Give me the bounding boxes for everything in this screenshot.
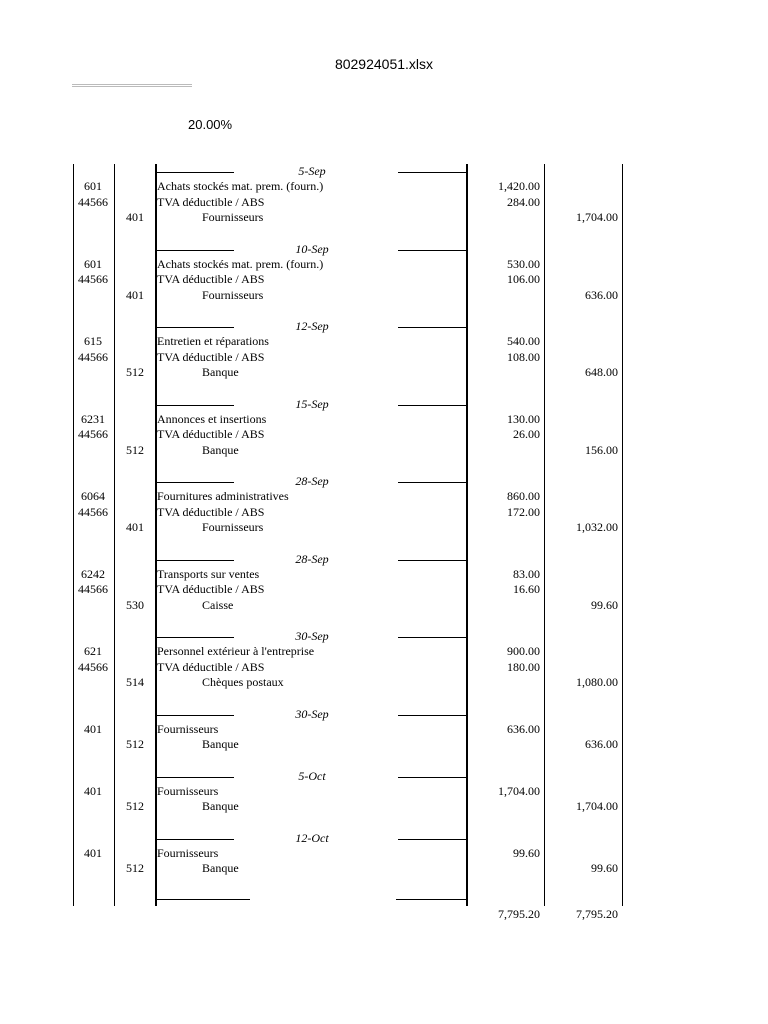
debit-amount: 26.00: [513, 427, 540, 441]
journal-entry: [0, 164, 768, 242]
debit-account-number: 601: [84, 256, 102, 271]
credit-amount: 156.00: [585, 442, 618, 457]
debit-account-number: 401: [84, 845, 102, 860]
debit-amount: 860.00: [507, 489, 540, 503]
entry-date: 12-Sep: [295, 319, 329, 333]
journal-line: [0, 365, 768, 381]
total-debit: 7,795.20: [498, 907, 540, 921]
document-title: 802924051.xlsx: [334, 56, 434, 72]
credit-amount: 1,080.00: [576, 675, 618, 689]
journal-line: [0, 272, 768, 288]
journal-line: [0, 350, 768, 366]
debit-account-number: 601: [84, 179, 102, 193]
journal-entry: [0, 831, 768, 893]
account-label: Banque: [202, 799, 239, 813]
journal-entry: [0, 319, 768, 397]
credit-account-number: 512: [126, 365, 144, 379]
account-label: Banque: [202, 861, 239, 875]
debit-amount: 900.00: [507, 644, 540, 658]
debit-amount: 636.00: [507, 721, 540, 736]
entry-date: 28-Sep: [295, 551, 329, 566]
debit-account-number: 401: [84, 721, 102, 736]
journal-line: [0, 195, 768, 211]
debit-amount: 540.00: [507, 334, 540, 348]
debit-amount: 284.00: [507, 194, 540, 209]
debit-amount: 172.00: [507, 504, 540, 519]
debit-amount: 108.00: [507, 349, 540, 364]
journal-line: [0, 660, 768, 676]
journal-line: [0, 722, 768, 738]
entry-date-header: [156, 629, 468, 644]
debit-amount: 530.00: [507, 256, 540, 271]
journal-line: [0, 427, 768, 443]
credit-amount: 636.00: [585, 287, 618, 302]
debit-amount: 99.60: [513, 845, 540, 860]
credit-account-number: 512: [126, 799, 144, 813]
journal-entry: [0, 769, 768, 831]
debit-account-number: 6242: [81, 566, 105, 581]
journal-entry: [0, 629, 768, 707]
journal-line: [0, 520, 768, 536]
credit-account-number: 401: [126, 287, 144, 302]
journal-line: [0, 505, 768, 521]
debit-amount: 16.60: [513, 582, 540, 596]
debit-account-number: 44566: [78, 504, 108, 519]
account-label: TVA déductible / ABS: [157, 427, 265, 441]
debit-amount: 106.00: [507, 272, 540, 286]
vat-rate: 20.00%: [188, 117, 233, 132]
journal-entries: [0, 164, 768, 893]
account-label: Personnel extérieur à l'entreprise: [157, 644, 315, 658]
account-label: Achats stockés mat. prem. (fourn.): [157, 179, 324, 193]
credit-account-number: 512: [126, 737, 144, 751]
entry-date: 12-Oct: [295, 830, 329, 845]
credit-amount: 1,032.00: [576, 520, 618, 534]
journal-line: [0, 443, 768, 459]
account-label: TVA déductible / ABS: [157, 194, 265, 209]
account-label: Fournisseurs: [157, 783, 219, 798]
credit-account-number: 514: [126, 675, 144, 689]
account-label: Fournisseurs: [157, 845, 219, 860]
debit-account-number: 44566: [78, 582, 108, 596]
journal-line: [0, 567, 768, 583]
debit-account-number: 615: [84, 334, 102, 348]
account-label: Entretien et réparations: [157, 334, 269, 348]
debit-amount: 1,420.00: [498, 179, 540, 193]
entry-date: 30-Sep: [295, 706, 329, 721]
journal-line: [0, 288, 768, 304]
journal-line: [0, 334, 768, 350]
entry-date-header: [156, 164, 468, 179]
entry-date-header: [156, 707, 468, 722]
debit-account-number: 44566: [78, 427, 108, 441]
account-label: Fournisseurs: [202, 210, 264, 224]
account-label: Fournitures administratives: [157, 489, 289, 503]
journal-line: [0, 210, 768, 226]
credit-account-number: 512: [126, 442, 144, 457]
account-label: Banque: [202, 442, 239, 457]
journal-line: [0, 861, 768, 877]
credit-account-number: 512: [126, 861, 144, 875]
account-label: Banque: [202, 737, 239, 751]
closing-rule: [157, 899, 250, 900]
debit-account-number: 401: [84, 783, 102, 798]
debit-account-number: 6231: [81, 411, 105, 426]
journal-line: [0, 846, 768, 862]
credit-account-number: 530: [126, 597, 144, 612]
journal-entry: [0, 707, 768, 769]
credit-account-number: 401: [126, 210, 144, 224]
journal-line: [0, 737, 768, 753]
journal-line: [0, 644, 768, 660]
credit-amount: 99.60: [591, 597, 618, 612]
credit-amount: 1,704.00: [576, 210, 618, 224]
entry-date-header: [156, 242, 468, 257]
journal-line: [0, 598, 768, 614]
account-label: TVA déductible / ABS: [157, 272, 265, 286]
journal-line: [0, 582, 768, 598]
account-label: TVA déductible / ABS: [157, 659, 265, 674]
account-label: TVA déductible / ABS: [157, 504, 265, 519]
entry-date: 5-Sep: [298, 164, 326, 178]
credit-amount: 636.00: [585, 737, 618, 751]
debit-account-number: 6064: [81, 489, 105, 503]
account-label: Chèques postaux: [202, 675, 284, 689]
total-credit: 7,795.20: [576, 907, 618, 921]
entry-date: 15-Sep: [295, 396, 329, 411]
entry-date-header: [156, 552, 468, 567]
credit-amount: 1,704.00: [576, 799, 618, 813]
account-label: Caisse: [202, 597, 234, 612]
journal-line: [0, 412, 768, 428]
entry-date-header: [156, 397, 468, 412]
entry-date-header: [156, 831, 468, 846]
entry-date-header: [156, 474, 468, 489]
account-label: Fournisseurs: [202, 520, 264, 534]
journal-line: [0, 784, 768, 800]
journal-line: [0, 799, 768, 815]
debit-account-number: 44566: [78, 272, 108, 286]
account-label: TVA déductible / ABS: [157, 582, 265, 596]
entry-date: 28-Sep: [295, 474, 329, 488]
journal-line: [0, 489, 768, 505]
credit-amount: 99.60: [591, 861, 618, 875]
journal-line: [0, 179, 768, 195]
account-label: Fournisseurs: [157, 721, 219, 736]
debit-account-number: 44566: [78, 659, 108, 674]
account-label: Banque: [202, 365, 239, 379]
closing-rule: [396, 899, 466, 900]
journal-entry: [0, 474, 768, 552]
account-label: Transports sur ventes: [157, 566, 260, 581]
debit-amount: 1,704.00: [498, 783, 540, 798]
debit-account-number: 44566: [78, 349, 108, 364]
entry-date: 10-Sep: [295, 241, 329, 256]
debit-amount: 180.00: [507, 659, 540, 674]
entry-date: 5-Oct: [298, 768, 326, 783]
journal-line: [0, 675, 768, 691]
entry-date-header: [156, 769, 468, 784]
journal-entry: [0, 552, 768, 630]
account-label: Achats stockés mat. prem. (fourn.): [157, 256, 324, 271]
debit-account-number: 44566: [78, 194, 108, 209]
account-label: Annonces et insertions: [157, 411, 267, 426]
entry-date-header: [156, 319, 468, 334]
journal-entry: [0, 242, 768, 320]
account-label: TVA déductible / ABS: [157, 349, 265, 364]
journal-line: [0, 257, 768, 273]
entry-date: 30-Sep: [295, 629, 329, 643]
credit-account-number: 401: [126, 520, 144, 534]
account-label: Fournisseurs: [202, 287, 264, 302]
credit-amount: 648.00: [585, 365, 618, 379]
debit-amount: 130.00: [507, 411, 540, 426]
debit-account-number: 621: [84, 644, 102, 658]
faint-header-text: [72, 84, 192, 88]
debit-amount: 83.00: [513, 566, 540, 581]
journal-entry: [0, 397, 768, 475]
